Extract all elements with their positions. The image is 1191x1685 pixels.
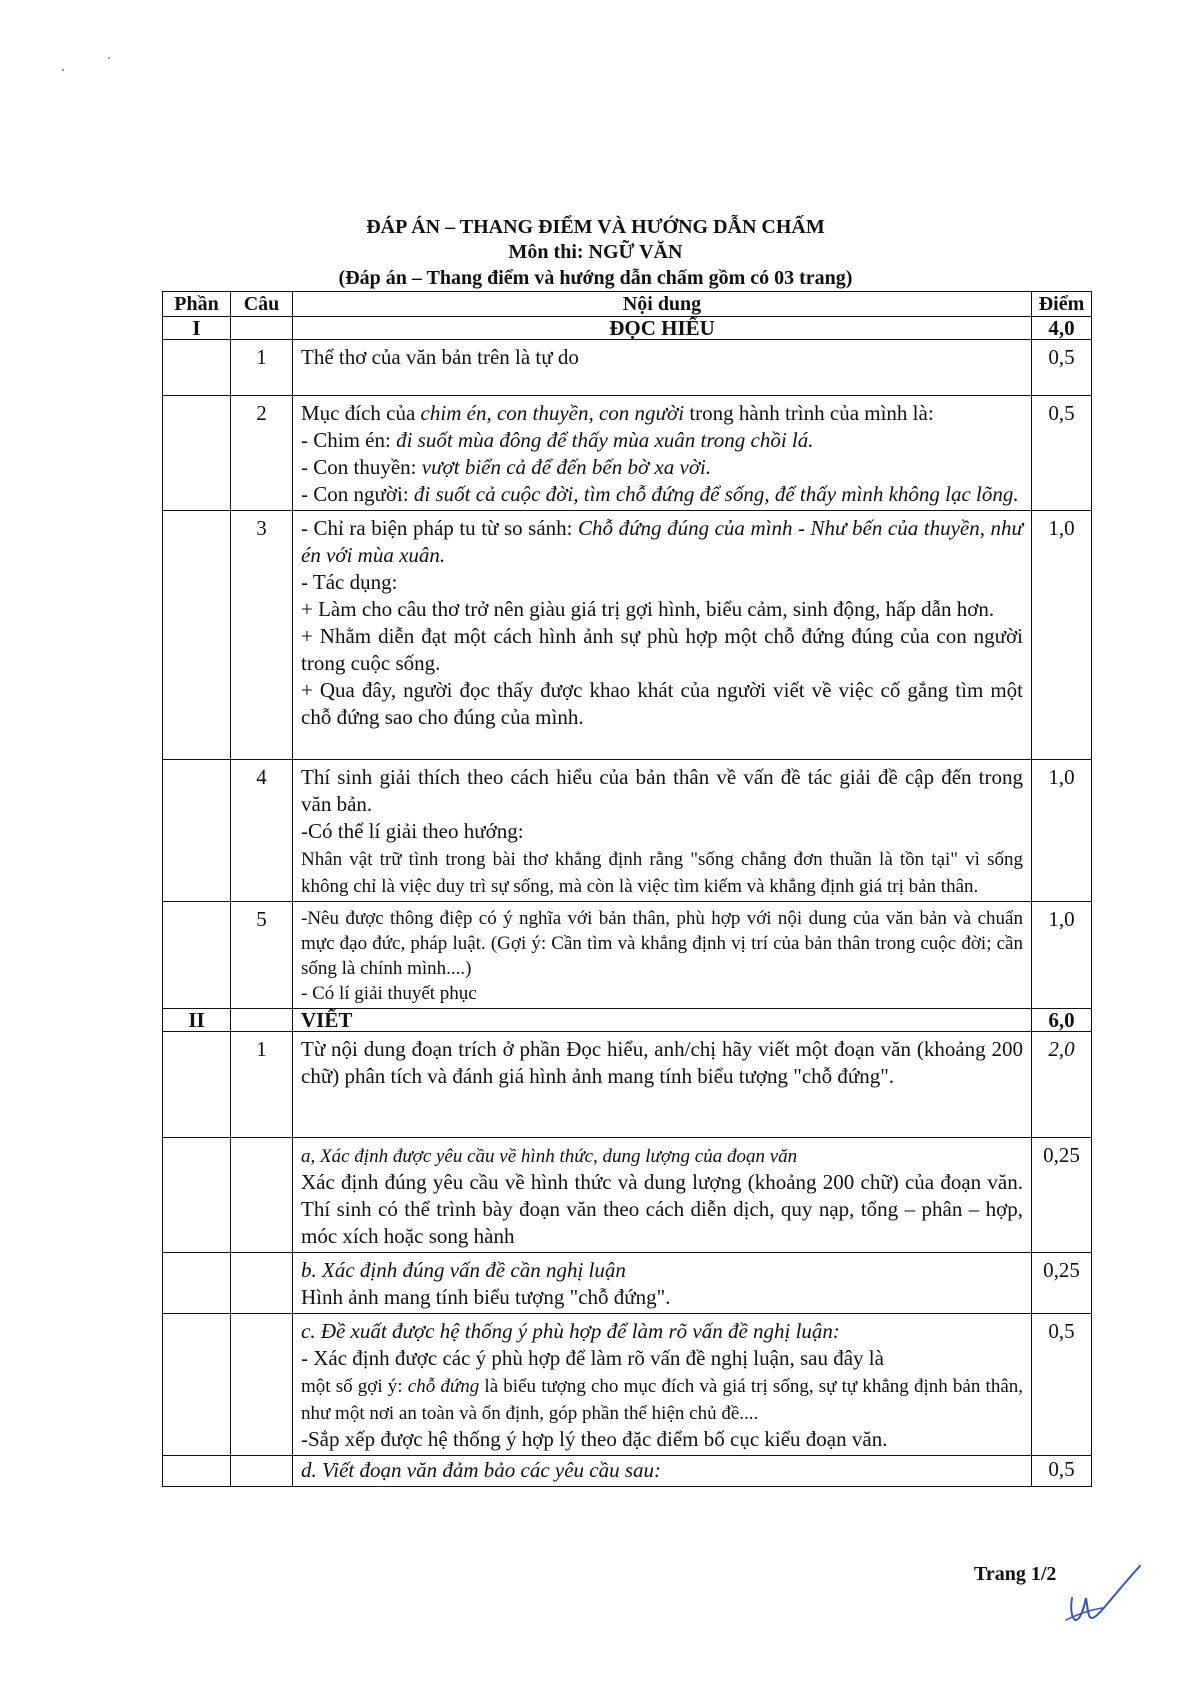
answer-text: - Chim én: xyxy=(301,428,397,452)
section-part: I xyxy=(163,317,231,340)
answer-text: Hình ảnh mang tính biểu tượng "chỗ đứng". xyxy=(301,1285,671,1309)
table-row xyxy=(163,1456,1092,1487)
table-row xyxy=(163,902,1092,1009)
question-number: 4 xyxy=(231,760,293,902)
criterion-title: c. Đề xuất được hệ thống ý phù hợp để làm rõ vấn đề nghị luận: xyxy=(301,1319,840,1343)
header-part: Phần xyxy=(163,292,231,317)
answer-text: - Con thuyền: xyxy=(301,455,422,479)
answer-text: Thí sinh giải thích theo cách hiểu của bản thân về vấn đề tác giải đề cập đến trong văn bản. xyxy=(301,765,1023,816)
answer-score: 1,0 xyxy=(1032,511,1092,760)
table-row xyxy=(163,340,1092,396)
question-number: 1 xyxy=(231,340,293,396)
answer-text: - Tác dụng: xyxy=(301,570,398,594)
answer-text: -Nêu được thông điệp có ý nghĩa với bản thân, phù hợp với nội dung của văn bản và chuẩn mực đạo đức, pháp luật. (Gợi ý: Cần tìm và khẳng định vị trí của bản thân trong cuộc đời; cần sống là chính mình....) xyxy=(301,908,1023,979)
answer-key-table xyxy=(162,291,1092,1487)
header-score: Điểm xyxy=(1032,292,1092,317)
table-row xyxy=(163,1138,1092,1253)
answer-content xyxy=(293,1253,1032,1314)
signature-mark xyxy=(1062,1558,1142,1628)
answer-score: 0,5 xyxy=(1032,1314,1092,1456)
answer-score: 0,5 xyxy=(1032,340,1092,396)
answer-content xyxy=(293,1314,1032,1456)
answer-text: Mục đích của xyxy=(301,401,421,425)
answer-text: - Xác định được các ý phù hợp để làm rõ vấn đề nghị luận, sau đây là xyxy=(301,1346,884,1370)
criterion-title: a, Xác định được yêu cầu về hình thức, dung lượng của đoạn văn xyxy=(301,1146,798,1167)
answer-content xyxy=(293,1456,1032,1487)
answer-score: 2,0 xyxy=(1032,1032,1092,1138)
table-header-row xyxy=(163,292,1092,317)
section-score: 6,0 xyxy=(1032,1009,1092,1032)
subject-line: Môn thi: NGỮ VĂN xyxy=(508,241,683,263)
answer-text: Xác định đúng yêu cầu về hình thức và dung lượng (khoảng 200 chữ) của đoạn văn. Thí sinh có thể trình bày đoạn văn theo cách diễn dịch, quy nạp, tổng – phân – hợp, móc xích hoặc song hành xyxy=(301,1170,1023,1248)
answer-score: 1,0 xyxy=(1032,760,1092,902)
answer-text-italic: chim én, con thuyền, con người xyxy=(420,401,685,425)
answer-text-italic: vượt biển cả để đến bến bờ xa vời. xyxy=(421,455,712,479)
answer-content xyxy=(293,1032,1032,1138)
document-title: ĐÁP ÁN – THANG ĐIỂM VÀ HƯỚNG DẪN CHẤM xyxy=(366,216,825,238)
answer-content xyxy=(293,396,1032,511)
header-content: Nội dung xyxy=(293,292,1032,317)
answer-content xyxy=(293,511,1032,760)
answer-text: là biểu tượng cho mục đích và giá trị sống, sự tự khẳng định bản thân, như một nơi an toàn và ổn định, góp phần thể hiện chủ đề.... xyxy=(301,1376,1024,1424)
question-number: 3 xyxy=(231,511,293,760)
answer-score: 0,5 xyxy=(1032,1456,1092,1487)
answer-text-italic: đi suốt mùa đông để thấy mùa xuân trong chồi lá. xyxy=(396,428,814,452)
question-number: 5 xyxy=(231,902,293,1009)
answer-score: 1,0 xyxy=(1032,902,1092,1009)
answer-text: + Nhằm diễn đạt một cách hình ảnh sự phù hợp một chỗ đứng đúng của con người trong cuộc sống. xyxy=(301,624,1023,675)
section-title: ĐỌC HIỂU xyxy=(293,317,1032,340)
answer-text: -Có thể lí giải theo hướng: xyxy=(301,819,524,843)
answer-text-italic: đi suốt cả cuộc đời, tìm chỗ đứng để sống, để thấy mình không lạc lõng. xyxy=(413,482,1019,506)
question-number: 2 xyxy=(231,396,293,511)
answer-text: Từ nội dung đoạn trích ở phần Đọc hiểu, anh/chị hãy viết một đoạn văn (khoảng 200 chữ) phân tích và đánh giá hình ảnh mang tính biểu tượng "chỗ đứng". xyxy=(301,1037,1023,1088)
answer-text: + Làm cho câu thơ trở nên giàu giá trị gợi hình, biểu cảm, sinh động, hấp dẫn hơn. xyxy=(301,597,995,621)
answer-content xyxy=(293,340,1032,396)
answer-text: Thể thơ của văn bản trên là tự do xyxy=(301,345,579,369)
answer-text: trong hành trình của mình là: xyxy=(684,401,934,425)
answer-content xyxy=(293,1138,1032,1253)
answer-text: + Qua đây, người đọc thấy được khao khát của người viết về việc cố gắng tìm một chỗ đứng sao cho đúng của mình. xyxy=(301,678,1023,729)
table-row xyxy=(163,760,1092,902)
answer-text: - Có lí giải thuyết phục xyxy=(301,983,477,1004)
table-row xyxy=(163,1314,1092,1456)
page-number: Trang 1/2 xyxy=(974,1563,1057,1585)
answer-score: 0,25 xyxy=(1032,1138,1092,1253)
table-row xyxy=(163,1253,1092,1314)
header-question: Câu xyxy=(231,292,293,317)
answer-text-italic: Chỗ đứng đúng của mình - Như bến của thuyền, như én với mùa xuân. xyxy=(301,516,1023,567)
answer-text: Nhân vật trữ tình trong bài thơ khẳng định rằng "sống chẳng đơn thuần là tồn tại" vì sống không chỉ là việc duy trì sự sống, mà còn là việc tìm kiếm và khẳng định giá trị bản thân. xyxy=(301,849,1023,897)
answer-text: -Sắp xếp được hệ thống ý hợp lý theo đặc điểm bố cục kiểu đoạn văn. xyxy=(301,1427,888,1451)
section-row-writing xyxy=(163,1009,1092,1032)
answer-text: - Con người: xyxy=(301,482,414,506)
table-row xyxy=(163,396,1092,511)
answer-content xyxy=(293,902,1032,1009)
section-score: 4,0 xyxy=(1032,317,1092,340)
section-row-reading xyxy=(163,317,1092,340)
table-row xyxy=(163,1032,1092,1138)
answer-content xyxy=(293,760,1032,902)
criterion-title: b. Xác định đúng vấn đề cần nghị luận xyxy=(301,1258,626,1282)
section-part: II xyxy=(163,1009,231,1032)
question-number: 1 xyxy=(231,1032,293,1138)
answer-text: - Chỉ ra biện pháp tu từ so sánh: xyxy=(301,516,579,540)
answer-score: 0,25 xyxy=(1032,1253,1092,1314)
section-title: VIẾT xyxy=(293,1009,1032,1032)
answer-text: một số gợi ý: xyxy=(301,1376,408,1397)
answer-score: 0,5 xyxy=(1032,396,1092,511)
criterion-title: d. Viết đoạn văn đảm bảo các yêu cầu sau: xyxy=(301,1458,662,1482)
table-row xyxy=(163,511,1092,760)
answer-text-italic: chỗ đứng xyxy=(407,1376,480,1397)
page-count-note: (Đáp án – Thang điểm và hướng dẫn chấm gồm có 03 trang) xyxy=(338,267,853,289)
